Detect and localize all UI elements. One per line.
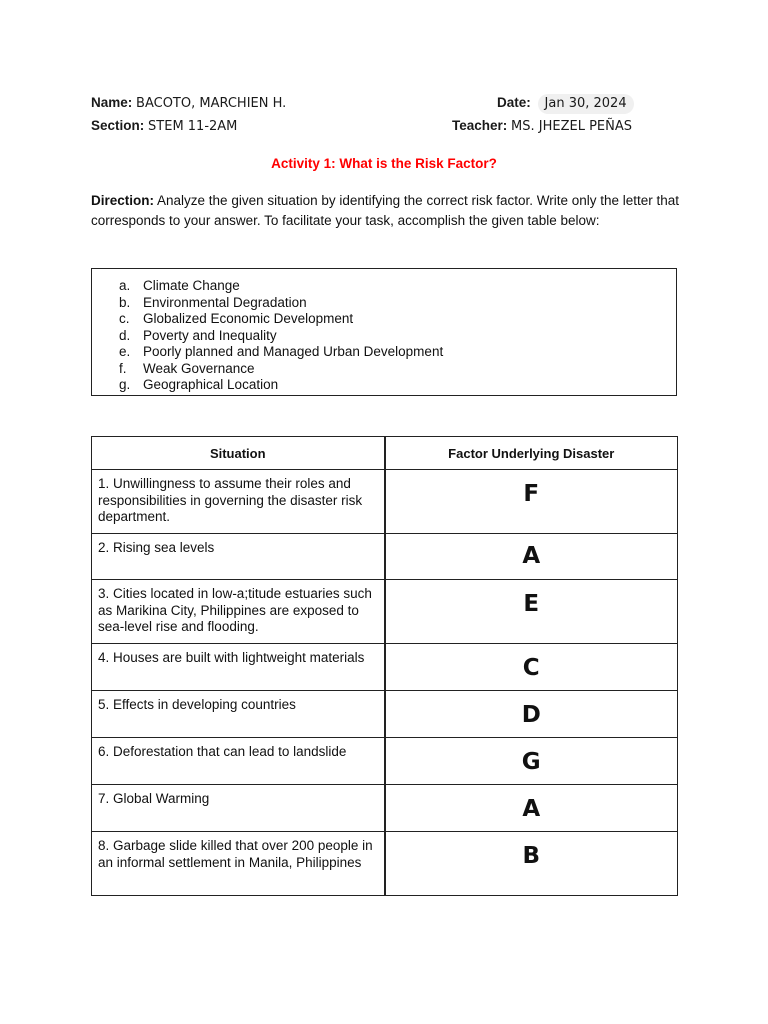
teacher-label: Teacher:: [452, 118, 508, 133]
choices-list: [92, 269, 676, 394]
activity-title: Activity 1: What is the Risk Factor?: [271, 156, 497, 171]
choice-letter: c.: [119, 311, 130, 326]
answer-cell[interactable]: C: [385, 644, 678, 691]
column-header-factor: Factor Underlying Disaster: [385, 437, 678, 470]
name-value: BACOTO, MARCHIEN H.: [136, 96, 287, 111]
situation-cell: 3. Cities located in low-a;titude estuaries such as Marikina City, Philippines are exposed to sea-level rise and flooding.: [92, 580, 385, 644]
choice-text: Climate Change: [143, 278, 240, 293]
choice-item: [92, 278, 676, 295]
table-row: [92, 580, 678, 644]
choice-item: [92, 295, 676, 312]
table-header-row: [92, 437, 678, 470]
choice-text: Environmental Degradation: [143, 294, 307, 310]
table-row: [92, 691, 678, 738]
section-value: STEM 11-2AM: [148, 119, 238, 134]
situation-cell: 2. Rising sea levels: [92, 534, 385, 580]
choice-letter: a.: [119, 278, 131, 293]
choice-letter: b.: [119, 294, 131, 310]
situation-cell: 6. Deforestation that can lead to landslide: [92, 738, 385, 785]
section-label: Section:: [91, 118, 145, 133]
table-row: [92, 470, 678, 534]
situation-cell: 1. Unwillingness to assume their roles and responsibilities in governing the disaster risk department.: [92, 470, 385, 534]
situation-table: [91, 436, 678, 896]
direction-label: Direction:: [91, 193, 155, 208]
choice-item: [92, 344, 676, 361]
table-row: [92, 738, 678, 785]
date-line: [497, 94, 634, 114]
table-row: [92, 785, 678, 832]
answer-cell[interactable]: B: [385, 832, 678, 896]
choice-item: [92, 328, 676, 345]
situation-cell: 4. Houses are built with lightweight materials: [92, 644, 385, 691]
situation-cell: 8. Garbage slide killed that over 200 people in an informal settlement in Manila, Philippines: [92, 832, 385, 896]
answer-cell[interactable]: A: [385, 534, 678, 580]
table-row: [92, 644, 678, 691]
answer-cell[interactable]: A: [385, 785, 678, 832]
teacher-line: [452, 117, 632, 136]
teacher-value: MS. JHEZEL PEÑAS: [511, 119, 633, 134]
answer-cell[interactable]: G: [385, 738, 678, 785]
choice-text: Poorly planned and Managed Urban Development: [143, 344, 444, 359]
choice-letter: f.: [119, 360, 127, 376]
answer-cell[interactable]: E: [385, 580, 678, 644]
name-line: [91, 94, 286, 113]
choice-item: [92, 311, 676, 328]
direction-text: Analyze the given situation by identifying the correct risk factor. Write only the letter that corresponds to your answer. To facilitate your task, accomplish the given table below:: [91, 193, 680, 228]
choice-text: Globalized Economic Development: [143, 311, 354, 326]
answer-cell[interactable]: D: [385, 691, 678, 738]
name-label: Name:: [91, 95, 133, 110]
choices-box: [91, 268, 677, 396]
situation-cell: 5. Effects in developing countries: [92, 691, 385, 738]
choice-text: Poverty and Inequality: [143, 327, 277, 343]
section-line: [91, 117, 237, 136]
situation-cell: 7. Global Warming: [92, 785, 385, 832]
choice-letter: d.: [119, 327, 131, 343]
column-header-situation: Situation: [92, 437, 385, 470]
date-chip[interactable]: Jan 30, 2024: [538, 94, 634, 114]
direction-paragraph: [91, 191, 681, 231]
choice-letter: g.: [119, 377, 131, 392]
choice-item: [92, 361, 676, 378]
table-row: [92, 832, 678, 896]
choice-item: [92, 377, 676, 394]
answer-cell[interactable]: F: [385, 470, 678, 534]
choice-text: Geographical Location: [143, 377, 279, 392]
table-row: [92, 534, 678, 580]
choice-letter: e.: [119, 344, 131, 359]
date-label: Date:: [497, 95, 531, 110]
choice-text: Weak Governance: [143, 360, 255, 376]
